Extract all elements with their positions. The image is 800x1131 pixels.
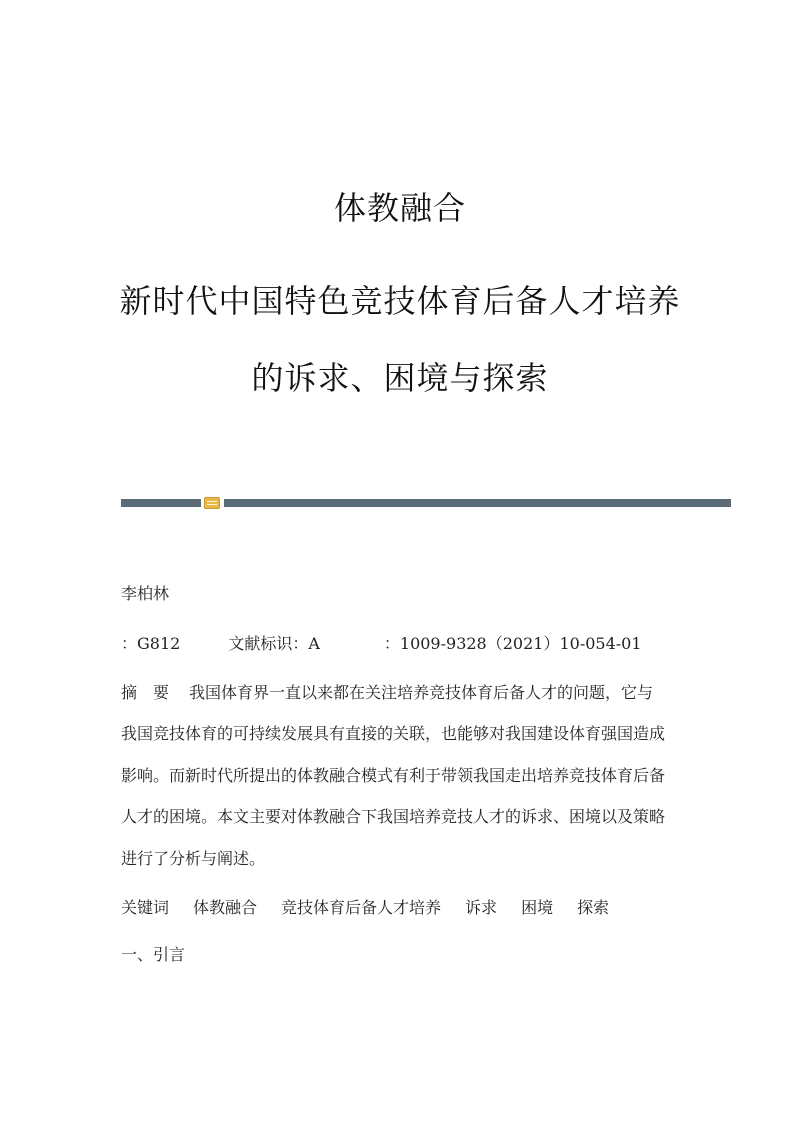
keyword-item: 困境 — [521, 898, 554, 917]
abstract-label: 摘 要 — [121, 683, 170, 702]
section-heading: 一、引言 — [121, 945, 186, 964]
abstract-line-4: 人才的困境。本文主要对体教融合下我国培养竞技人才的诉求、困境以及策略 — [121, 807, 666, 826]
keyword-item: 体教融合 — [193, 898, 258, 917]
divider-emblem-icon — [204, 497, 220, 509]
document-code: 文献标识：A — [228, 634, 320, 653]
abstract-text: 我国体育界一直以来都在关注培养竞技体育后备人才的问题，它与 — [189, 683, 654, 702]
keyword-item: 探索 — [577, 898, 610, 917]
abstract-line-3: 影响。而新时代所提出的体教融合模式有利于带领我国走出培养竞技体育后备 — [121, 766, 666, 785]
author-name: 李柏林 — [121, 584, 170, 603]
divider-bar-right — [224, 499, 731, 507]
divider-bar-left — [121, 499, 201, 507]
title-line-1: 体教融合 — [333, 189, 466, 227]
keywords-line — [121, 898, 609, 918]
abstract-line-5: 进行了分析与阐述。 — [121, 849, 266, 868]
keywords-label: 关键词 — [121, 898, 170, 917]
title-line-3: 的诉求、困境与探索 — [251, 359, 549, 397]
abstract-line-2: 我国竞技体育的可持续发展具有直接的关联，也能够对我国建设体育强国造成 — [121, 724, 666, 743]
title-line-2: 新时代中国特色竞技体育后备人才培养 — [119, 282, 681, 320]
classification-number: ：G812 — [121, 634, 181, 653]
abstract-line-1 — [121, 683, 653, 703]
keyword-item: 诉求 — [465, 898, 498, 917]
article-number: ：1009-9328（2021）10-054-01 — [383, 634, 642, 653]
keyword-item: 竞技体育后备人才培养 — [281, 898, 442, 917]
meta-line — [121, 634, 642, 654]
